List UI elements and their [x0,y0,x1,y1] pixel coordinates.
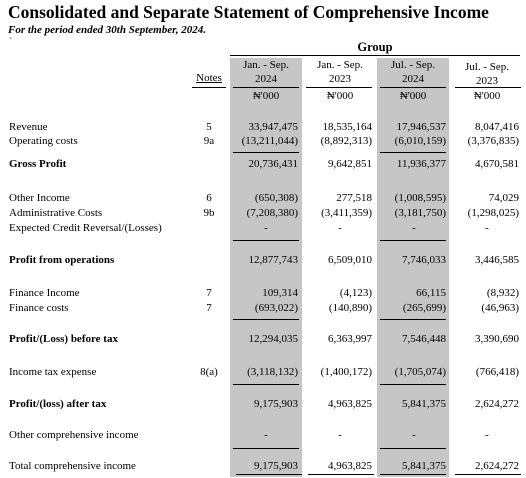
row-note: 5 [206,121,212,133]
column-header-year: 2023 [329,73,351,85]
column-header-jul-sep-2023 [451,60,523,88]
row-label: Finance Income [9,287,80,299]
cell-value: 12,294,035 [248,333,298,345]
cell-value: - [412,429,416,441]
column-header-period: Jan. - Sep. [317,59,363,71]
cell-value: (7,208,380) [246,207,298,219]
row-note: 9a [203,135,215,147]
cell-value: 2,624,272 [475,398,519,410]
subtotal-line [380,152,446,153]
table-row-profit-from-operations [0,254,526,269]
subtotal-line [380,240,446,241]
cell-value: (693,022) [254,302,298,314]
column-header-year: 2024 [402,73,424,85]
cell-value: (3,181,750) [394,207,446,219]
cell-value: (46,963) [481,302,519,314]
table-row-expected-credit [0,222,526,237]
row-label: Expected Credit Reversal/(Losses) [9,222,162,234]
row-note: 8(a) [200,366,218,378]
total-underline [236,474,302,475]
column-header-period: Jan. - Sep. [243,59,289,71]
cell-value: 5,841,375 [402,398,446,410]
cell-value: 8,047,416 [475,121,519,133]
table-row-total-comprehensive-income [0,460,526,475]
cell-value: (3,118,132) [247,366,298,378]
row-label: Profit/(loss) after tax [9,398,107,410]
cell-value: (4,123) [339,287,372,299]
cell-value: - [412,222,416,234]
subtotal-line [380,384,446,385]
cell-value: 33,947,475 [248,121,298,133]
row-label: Revenue [9,121,48,133]
cell-value: - [264,222,268,234]
row-note: 6 [206,192,212,204]
table-row-finance-income [0,287,526,302]
table-row-income-tax-expense [0,366,526,381]
table-row-operating-costs [0,135,526,150]
header-underline [455,87,521,88]
cell-value: (8,932) [486,287,519,299]
row-note: 7 [206,302,212,314]
cell-value: - [338,429,342,441]
cell-value: 9,642,851 [328,158,372,170]
subtotal-line [233,319,299,320]
unit-label: ₦'000 [473,90,501,102]
row-label: Other Income [9,192,70,204]
unit-label: ₦'000 [326,90,354,102]
cell-value: 7,546,448 [402,333,446,345]
row-label: Finance costs [9,302,69,314]
row-label: Operating costs [9,135,78,147]
cell-value: 109,314 [262,287,298,299]
cell-value: 277,518 [336,192,372,204]
cell-value: 11,936,377 [396,158,446,170]
cell-value: 3,390,690 [475,333,519,345]
column-header-period: Jul. - Sep. [391,59,435,71]
cell-value: (1,008,595) [394,192,446,204]
total-underline [308,474,374,475]
cell-value: 74,029 [488,192,519,204]
cell-value: 17,946,537 [396,121,446,133]
unit-label: ₦'000 [399,90,427,102]
cell-value: (3,411,359) [321,207,372,219]
group-header: Group [357,40,393,54]
cell-value: (13,211,044) [241,135,298,147]
row-label: Total comprehensive income [9,460,136,472]
tick-mark: ` [9,37,13,48]
header-underline [192,87,226,88]
total-underline [455,474,521,475]
cell-value: (1,400,172) [320,366,372,378]
table-row-gross-profit [0,158,526,173]
column-header-jan-sep-2024 [230,58,302,86]
cell-value: (140,890) [328,302,372,314]
table-row-revenue [0,121,526,136]
table-row-other-comprehensive-income [0,429,526,444]
row-label: Administrative Costs [9,207,103,219]
cell-value: 6,509,010 [328,254,372,266]
cell-value: 4,963,825 [328,398,372,410]
cell-value: 9,175,903 [254,398,298,410]
cell-value: - [485,429,489,441]
cell-value: (1,298,025) [467,207,519,219]
row-label: Gross Profit [9,158,67,170]
subtotal-line [233,384,299,385]
cell-value: (6,010,159) [394,135,446,147]
unit-label: ₦'000 [252,90,280,102]
column-header-jan-sep-2023 [304,58,376,86]
row-label: Profit/(Loss) before tax [9,333,118,345]
cell-value: 9,175,903 [254,460,298,472]
row-label: Profit from operations [9,254,115,266]
cell-value: 4,670,581 [475,158,519,170]
row-note: 7 [206,287,212,299]
total-underline [380,474,446,475]
header-underline [380,87,446,88]
subtotal-line [233,448,299,449]
table-row-profit-before-tax [0,333,526,348]
table-row-administrative-costs [0,207,526,222]
column-header-jul-sep-2024 [377,58,449,86]
cell-value: - [338,222,342,234]
notes-header: Notes [196,72,222,84]
column-header-period: Jul. - Sep. [465,61,509,73]
cell-value: (8,892,313) [320,135,372,147]
cell-value: 20,736,431 [248,158,298,170]
subtotal-line [233,240,299,241]
group-underline [230,55,520,56]
statement-title: Consolidated and Separate Statement of Comprehensive Income [8,2,489,22]
cell-value: (650,308) [254,192,298,204]
subtotal-line [380,319,446,320]
header-underline [306,87,372,88]
table-row-profit-after-tax [0,398,526,413]
row-note: 9b [203,207,215,219]
table-row-other-income [0,192,526,207]
statement-subtitle: For the period ended 30th September, 2024. [8,24,206,36]
subtotal-line [380,448,446,449]
cell-value: 4,963,825 [328,460,372,472]
cell-value: - [485,222,489,234]
subtotal-line [233,152,299,153]
cell-value: 66,115 [416,287,446,299]
cell-value: (265,699) [402,302,446,314]
cell-value: 3,446,585 [475,254,519,266]
column-header-year: 2023 [476,75,498,87]
cell-value: - [264,429,268,441]
table-row-finance-costs [0,302,526,317]
header-underline [233,87,299,88]
cell-value: 6,363,997 [328,333,372,345]
cell-value: 2,624,272 [475,460,519,472]
cell-value: (1,705,074) [394,366,446,378]
cell-value: 5,841,375 [402,460,446,472]
cell-value: (3,376,835) [467,135,519,147]
row-label: Income tax expense [9,366,97,378]
cell-value: 18,535,164 [322,121,372,133]
cell-value: (766,418) [475,366,519,378]
cell-value: 7,746,033 [402,254,446,266]
cell-value: 12,877,743 [248,254,298,266]
row-label: Other comprehensive income [9,429,139,441]
column-header-year: 2024 [255,73,277,85]
